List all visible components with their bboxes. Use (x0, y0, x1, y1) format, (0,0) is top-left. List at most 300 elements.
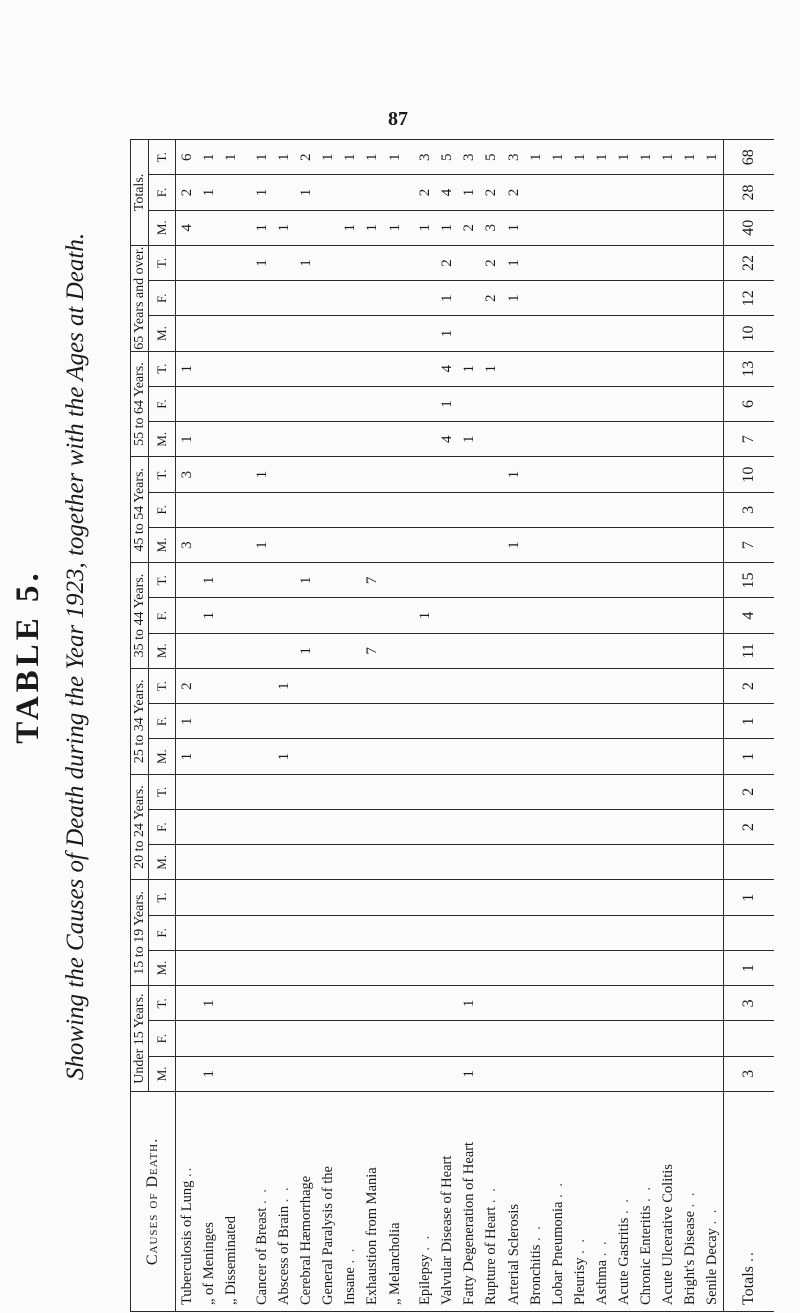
count-cell: 2 (480, 281, 502, 316)
count-cell (679, 1056, 701, 1091)
count-cell (591, 986, 613, 1021)
count-cell (613, 739, 635, 774)
count-cell (295, 986, 317, 1021)
count-cell: 1 (273, 739, 295, 774)
count-cell: 1 (547, 140, 569, 175)
spacer-cell (242, 210, 251, 245)
count-cell (339, 739, 361, 774)
count-cell (273, 880, 295, 915)
count-cell (251, 951, 273, 986)
sex-subheader: F. (149, 809, 176, 844)
count-cell: 1 (458, 175, 480, 210)
count-cell (657, 1021, 679, 1056)
count-cell (525, 175, 547, 210)
spacer-cell (406, 245, 415, 280)
count-cell (220, 809, 242, 844)
cause-cell (635, 1092, 657, 1312)
count-cell: 3 (724, 1056, 774, 1091)
count-cell (525, 598, 547, 633)
count-cell (176, 1056, 199, 1091)
count-cell (198, 668, 220, 703)
count-cell (295, 880, 317, 915)
spacer-cell (406, 704, 415, 739)
count-cell: 1 (176, 739, 199, 774)
count-cell: 1 (480, 351, 502, 386)
count-cell (458, 492, 480, 527)
sex-subheader: F. (149, 1021, 176, 1056)
count-cell (458, 809, 480, 844)
spacer-cell (242, 386, 251, 421)
count-cell (176, 563, 199, 598)
count-cell: 3 (480, 210, 502, 245)
cause-cell (724, 1092, 774, 1312)
count-cell (635, 527, 657, 562)
cause-label: Rupture of Heart (483, 1206, 500, 1305)
count-cell: 1 (251, 210, 273, 245)
count-cell (295, 281, 317, 316)
count-cell (547, 668, 569, 703)
count-cell (317, 915, 339, 950)
count-cell (436, 704, 458, 739)
count-cell (591, 1056, 613, 1091)
count-cell (383, 774, 405, 809)
table-row (525, 140, 547, 1312)
count-cell (361, 281, 383, 316)
count-cell (458, 704, 480, 739)
count-cell (525, 739, 547, 774)
count-cell (569, 386, 591, 421)
leader-dots: . . (616, 1197, 633, 1214)
count-cell (273, 633, 295, 668)
age-group-header: 55 to 64 Years. (131, 351, 149, 457)
spacer-cell (242, 563, 251, 598)
count-cell: 1 (503, 210, 525, 245)
count-cell (295, 316, 317, 351)
count-cell (458, 598, 480, 633)
count-cell (383, 598, 405, 633)
count-cell: 6 (724, 386, 774, 421)
count-cell (591, 527, 613, 562)
count-cell: 10 (724, 316, 774, 351)
count-cell: 4 (436, 351, 458, 386)
count-cell (569, 809, 591, 844)
count-cell (295, 809, 317, 844)
count-cell (480, 527, 502, 562)
sex-subheader: T. (149, 880, 176, 915)
count-cell (383, 704, 405, 739)
count-cell (339, 563, 361, 598)
count-cell: 2 (724, 809, 774, 844)
count-cell (480, 316, 502, 351)
count-cell (657, 598, 679, 633)
count-cell (361, 527, 383, 562)
table-row (383, 140, 405, 1312)
count-cell (436, 915, 458, 950)
count-cell (569, 175, 591, 210)
count-cell: 1 (701, 140, 724, 175)
count-cell (591, 245, 613, 280)
count-cell (339, 880, 361, 915)
table-row (339, 140, 361, 1312)
count-cell: 2 (458, 210, 480, 245)
count-cell (339, 774, 361, 809)
count-cell (613, 774, 635, 809)
count-cell (701, 1056, 724, 1091)
count-cell (458, 527, 480, 562)
count-cell (361, 915, 383, 950)
leader-dots: .. (740, 1250, 758, 1263)
count-cell (436, 1021, 458, 1056)
count-cell (220, 527, 242, 562)
count-cell (657, 986, 679, 1021)
cause-label: Insane (342, 1267, 359, 1305)
count-cell (525, 951, 547, 986)
count-cell (361, 175, 383, 210)
count-cell (317, 245, 339, 280)
count-cell (317, 316, 339, 351)
count-cell (251, 633, 273, 668)
count-cell (220, 951, 242, 986)
count-cell (613, 210, 635, 245)
count-cell (679, 563, 701, 598)
spacer-cell (242, 140, 251, 175)
count-cell (251, 598, 273, 633)
count-cell (295, 774, 317, 809)
count-cell (480, 633, 502, 668)
count-cell (569, 281, 591, 316)
cause-label: Epilepsy (417, 1254, 434, 1305)
count-cell (361, 951, 383, 986)
count-cell (635, 668, 657, 703)
count-cell (569, 774, 591, 809)
table-row (436, 140, 458, 1312)
cause-label: Cancer of Breast (253, 1207, 270, 1305)
count-cell (613, 527, 635, 562)
count-cell (220, 210, 242, 245)
age-group-header: 45 to 54 Years. (131, 457, 149, 563)
spacer-cell (242, 457, 251, 492)
count-cell (176, 880, 199, 915)
count-cell: 6 (176, 140, 199, 175)
count-cell (383, 492, 405, 527)
count-cell (361, 422, 383, 457)
count-cell (525, 351, 547, 386)
count-cell (436, 633, 458, 668)
count-cell (525, 1056, 547, 1091)
spacer-cell (242, 245, 251, 280)
count-cell: 1 (657, 140, 679, 175)
spacer-cell (406, 422, 415, 457)
cause-cell (613, 1092, 635, 1312)
age-group-header: 35 to 44 Years. (131, 563, 149, 669)
count-cell (657, 492, 679, 527)
table-row (295, 140, 317, 1312)
count-cell (503, 951, 525, 986)
count-cell (458, 1021, 480, 1056)
count-cell (295, 386, 317, 421)
count-cell (503, 492, 525, 527)
cause-cell (569, 1092, 591, 1312)
count-cell (613, 704, 635, 739)
count-cell (414, 422, 436, 457)
count-cell (657, 316, 679, 351)
count-cell (503, 422, 525, 457)
count-cell (724, 915, 774, 950)
count-cell (383, 386, 405, 421)
count-cell (657, 951, 679, 986)
count-cell: 2 (724, 774, 774, 809)
count-cell: 1 (591, 140, 613, 175)
count-cell (525, 986, 547, 1021)
cause-cell (591, 1092, 613, 1312)
count-cell (273, 175, 295, 210)
count-cell: 1 (176, 704, 199, 739)
count-cell (273, 845, 295, 880)
count-cell (414, 845, 436, 880)
count-cell (220, 668, 242, 703)
cause-cell (547, 1092, 569, 1312)
sex-subheader: T. (149, 563, 176, 598)
count-cell (701, 527, 724, 562)
count-cell (613, 951, 635, 986)
count-cell (657, 704, 679, 739)
spacer-cell (406, 175, 415, 210)
count-cell (295, 845, 317, 880)
count-cell (436, 880, 458, 915)
spacer-row (242, 140, 251, 1312)
count-cell (383, 245, 405, 280)
count-cell: 1 (198, 175, 220, 210)
count-cell (220, 175, 242, 210)
count-cell (657, 845, 679, 880)
count-cell: 1 (317, 140, 339, 175)
count-cell (525, 915, 547, 950)
count-cell (339, 809, 361, 844)
count-cell (679, 492, 701, 527)
count-cell (220, 774, 242, 809)
count-cell (503, 880, 525, 915)
count-cell (220, 457, 242, 492)
spacer-cell (406, 527, 415, 562)
count-cell (176, 386, 199, 421)
count-cell: 1 (458, 422, 480, 457)
count-cell (361, 668, 383, 703)
count-cell (635, 175, 657, 210)
count-cell (569, 915, 591, 950)
count-cell (383, 316, 405, 351)
count-cell (525, 845, 547, 880)
count-cell (547, 598, 569, 633)
count-cell (525, 386, 547, 421)
count-cell (503, 668, 525, 703)
spacer-cell (242, 845, 251, 880)
count-cell (198, 351, 220, 386)
count-cell (525, 527, 547, 562)
cause-label: Tuberculosis of Lung (179, 1180, 196, 1305)
count-cell (613, 845, 635, 880)
count-cell (414, 386, 436, 421)
count-cell (547, 986, 569, 1021)
count-cell (383, 880, 405, 915)
count-cell (635, 351, 657, 386)
count-cell (525, 704, 547, 739)
count-cell (569, 316, 591, 351)
count-cell (198, 281, 220, 316)
count-cell (701, 633, 724, 668)
sex-subheader: T. (149, 774, 176, 809)
count-cell (220, 704, 242, 739)
count-cell (339, 422, 361, 457)
count-cell (503, 316, 525, 351)
count-cell (635, 951, 657, 986)
count-cell (339, 633, 361, 668)
cause-label: Totals (740, 1266, 758, 1305)
count-cell: 40 (724, 210, 774, 245)
count-cell: 2 (176, 668, 199, 703)
count-cell: 1 (458, 351, 480, 386)
count-cell (317, 668, 339, 703)
cause-label: Senile Decay (704, 1228, 721, 1305)
count-cell (176, 281, 199, 316)
sex-subheader: T. (149, 245, 176, 280)
count-cell (547, 809, 569, 844)
count-cell (503, 633, 525, 668)
table-row (635, 140, 657, 1312)
count-cell (569, 210, 591, 245)
causes-header: Causes of Death. (131, 1092, 176, 1312)
spacer-cell (406, 1092, 415, 1312)
count-cell (613, 598, 635, 633)
sex-subheader: F. (149, 598, 176, 633)
count-cell (503, 1056, 525, 1091)
count-cell (613, 386, 635, 421)
count-cell: 1 (198, 563, 220, 598)
count-cell (251, 386, 273, 421)
count-cell (339, 386, 361, 421)
count-cell (547, 175, 569, 210)
count-cell (295, 598, 317, 633)
count-cell (317, 492, 339, 527)
count-cell (198, 492, 220, 527)
count-cell (198, 210, 220, 245)
spacer-cell (242, 316, 251, 351)
count-cell (480, 1056, 502, 1091)
count-cell: 1 (458, 1056, 480, 1091)
count-cell (591, 951, 613, 986)
sex-subheader: M. (149, 633, 176, 668)
leader-dots: . . (549, 1181, 566, 1198)
spacer-cell (406, 598, 415, 633)
count-cell (458, 633, 480, 668)
count-cell (547, 915, 569, 950)
count-cell (591, 809, 613, 844)
count-cell (480, 809, 502, 844)
count-cell (176, 986, 199, 1021)
count-cell (613, 563, 635, 598)
count-cell (503, 386, 525, 421)
count-cell (525, 880, 547, 915)
count-cell (220, 563, 242, 598)
count-cell (613, 915, 635, 950)
count-cell (679, 915, 701, 950)
cause-label: „ Melancholia (386, 1222, 403, 1305)
count-cell: 1 (503, 527, 525, 562)
table-row (591, 140, 613, 1312)
count-cell (657, 1056, 679, 1091)
count-cell (273, 598, 295, 633)
count-cell (198, 915, 220, 950)
count-cell (251, 1056, 273, 1091)
count-cell (176, 774, 199, 809)
spacer-cell (406, 986, 415, 1021)
count-cell (701, 809, 724, 844)
count-cell: 4 (724, 598, 774, 633)
count-cell: 1 (569, 140, 591, 175)
count-cell (525, 245, 547, 280)
count-cell (414, 880, 436, 915)
count-cell (657, 457, 679, 492)
count-cell (198, 809, 220, 844)
count-cell: 3 (503, 140, 525, 175)
count-cell (635, 704, 657, 739)
count-cell (635, 1021, 657, 1056)
count-cell: 1 (361, 210, 383, 245)
count-cell: 1 (361, 140, 383, 175)
spacer-cell (406, 457, 415, 492)
count-cell (480, 880, 502, 915)
count-cell (635, 386, 657, 421)
count-cell: 1 (251, 245, 273, 280)
count-cell (176, 598, 199, 633)
count-cell (436, 492, 458, 527)
count-cell (701, 598, 724, 633)
count-cell (251, 316, 273, 351)
count-cell (198, 704, 220, 739)
count-cell (701, 704, 724, 739)
count-cell (383, 915, 405, 950)
sex-subheader: T. (149, 986, 176, 1021)
count-cell (317, 457, 339, 492)
count-cell (295, 210, 317, 245)
count-cell (591, 704, 613, 739)
count-cell (613, 880, 635, 915)
count-cell: 1 (414, 598, 436, 633)
count-cell (657, 351, 679, 386)
count-cell (198, 527, 220, 562)
count-cell (383, 951, 405, 986)
count-cell (657, 774, 679, 809)
count-cell: 1 (273, 668, 295, 703)
count-cell (503, 774, 525, 809)
cause-label: Asthma (593, 1259, 610, 1305)
count-cell (251, 668, 273, 703)
count-cell: 5 (480, 140, 502, 175)
count-cell (635, 633, 657, 668)
count-cell (547, 563, 569, 598)
count-cell (503, 563, 525, 598)
count-cell (569, 351, 591, 386)
spacer-cell (406, 809, 415, 844)
count-cell: 1 (251, 175, 273, 210)
cause-cell (317, 1092, 339, 1312)
count-cell (613, 668, 635, 703)
count-cell (569, 245, 591, 280)
count-cell (317, 809, 339, 844)
count-cell (361, 316, 383, 351)
leader-dots: . . (342, 1246, 359, 1264)
count-cell (547, 351, 569, 386)
count-cell (547, 245, 569, 280)
